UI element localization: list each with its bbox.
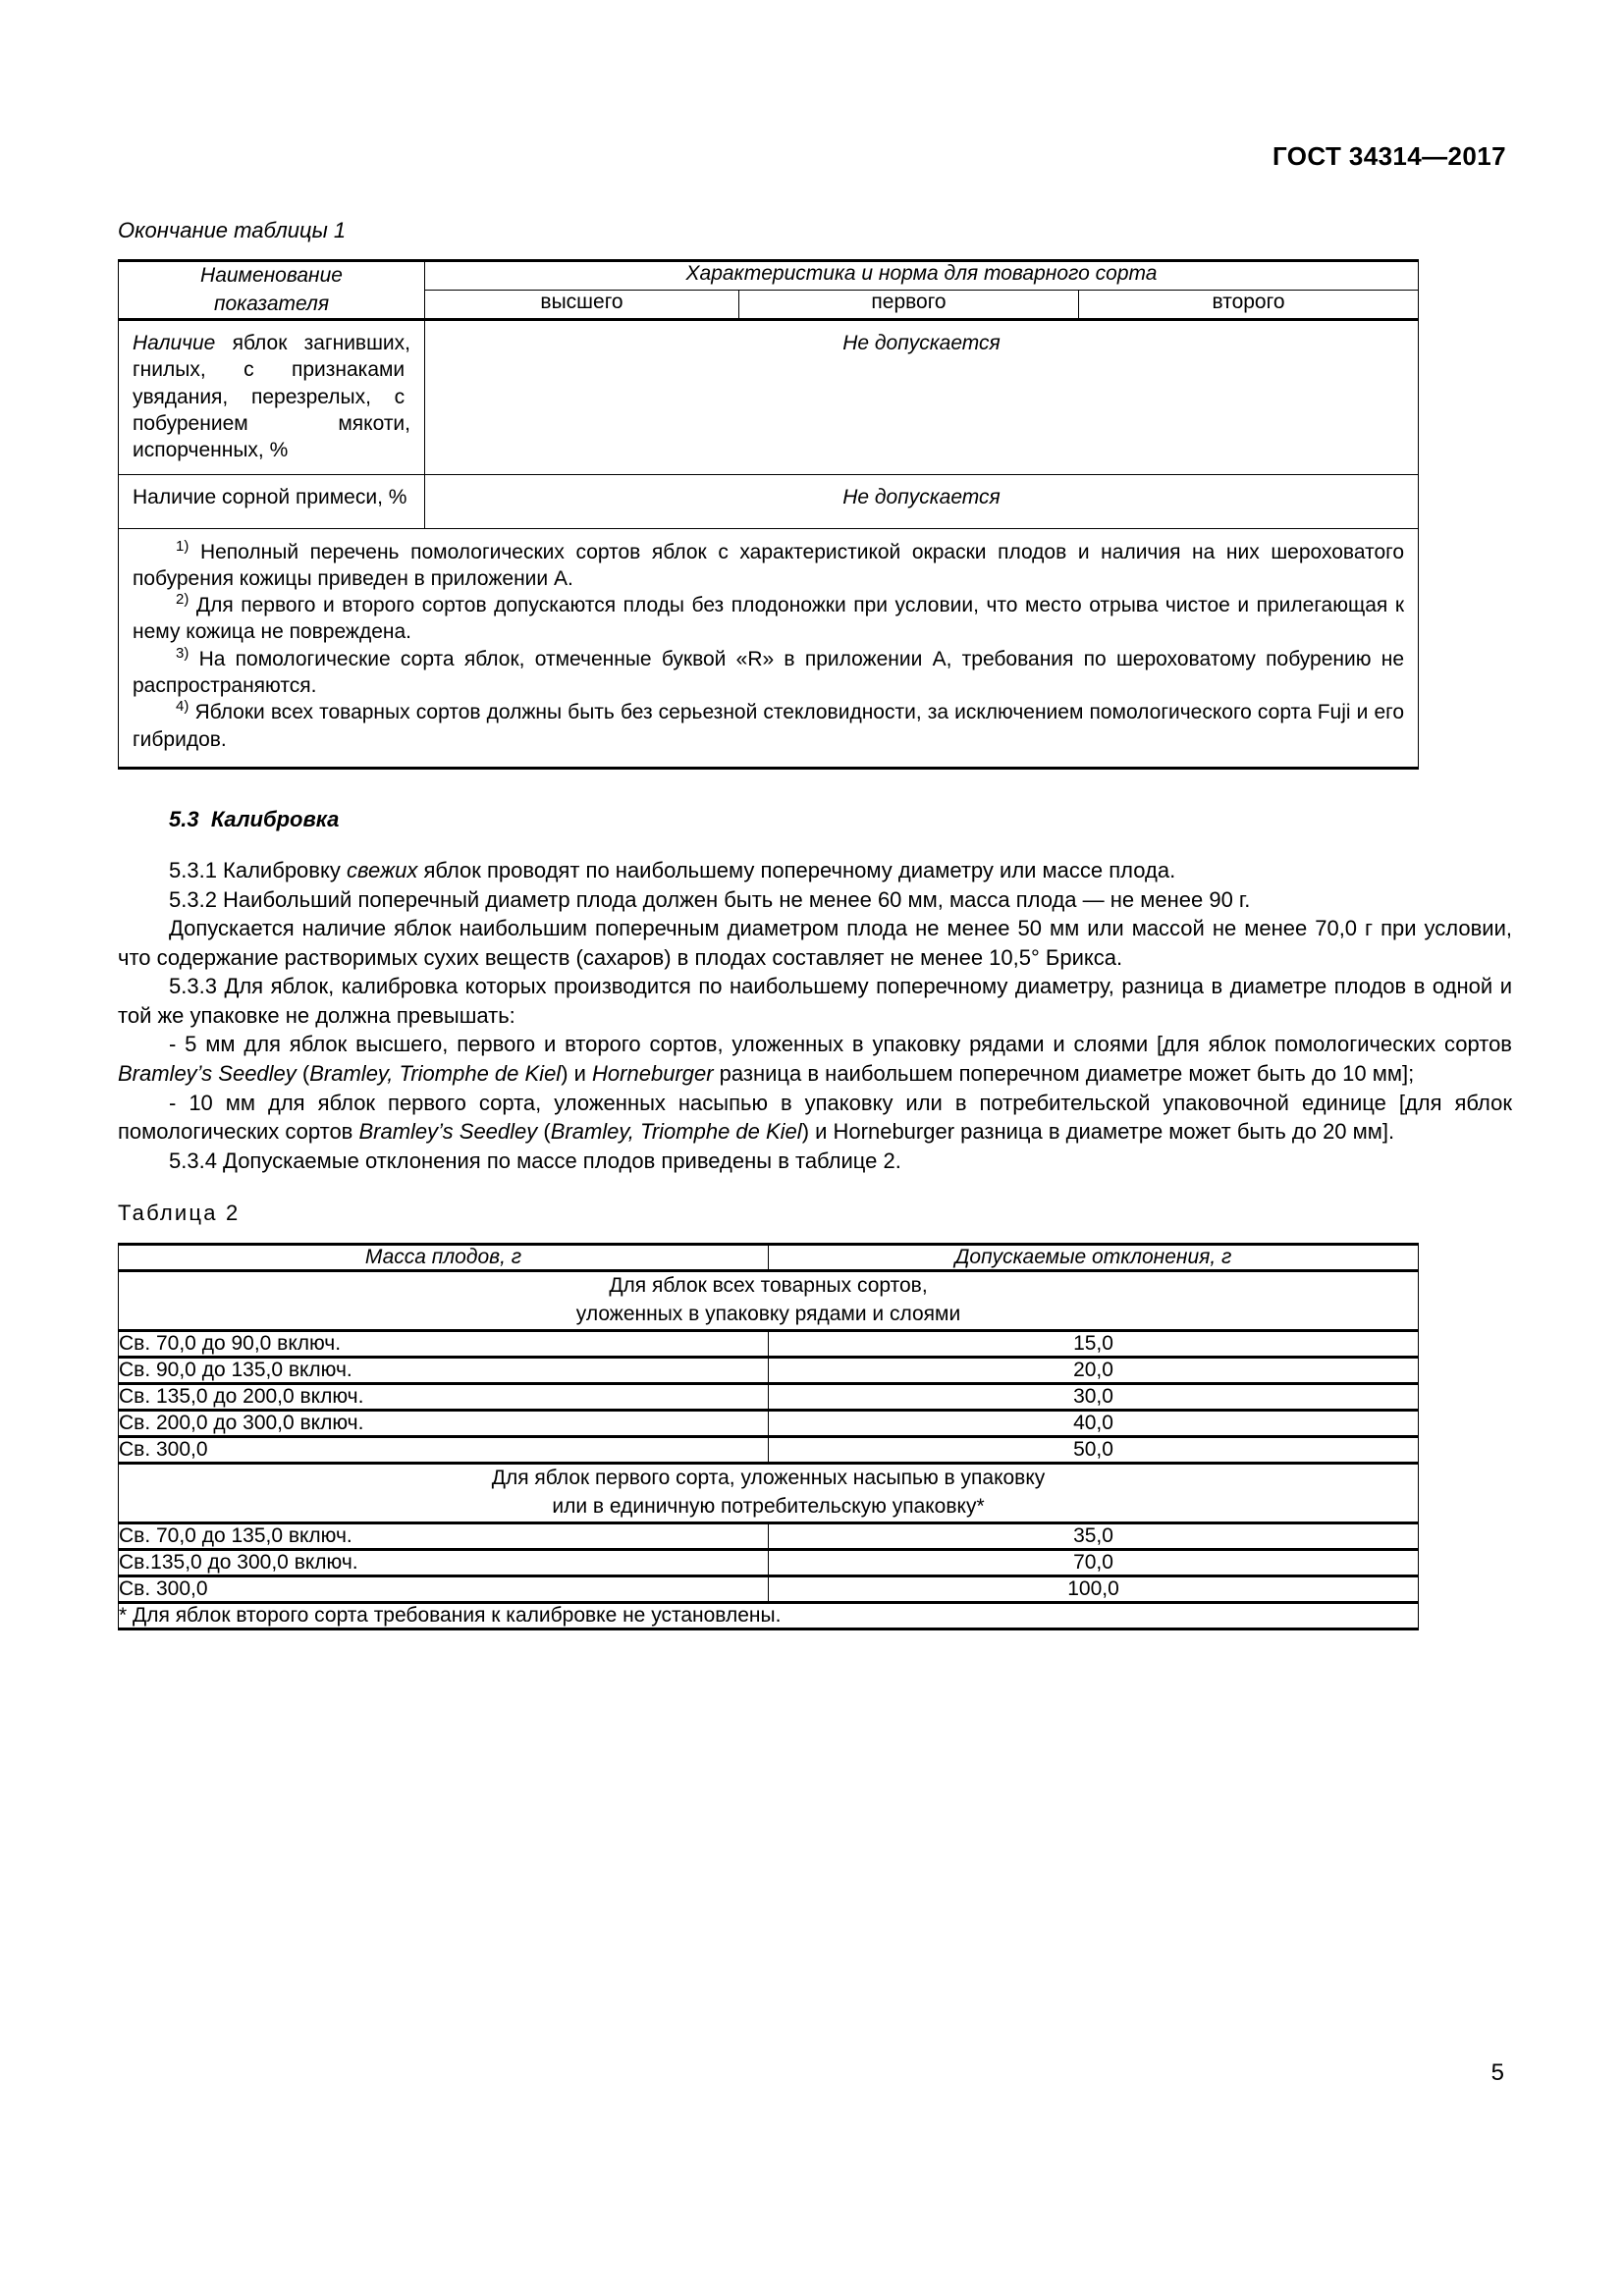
para-pre: 5.3.1 Калибровку (169, 857, 347, 882)
paragraph-5-3-2: 5.3.2 Наибольший поперечный диаметр плода должен быть не менее 60 мм, масса плода — не менее 90 г. (169, 886, 1251, 912)
cultivar-synonyms: Bramley, Triomphe de Kiel (550, 1119, 802, 1145)
table2-cell-mass: Св. 90,0 до 135,0 включ. (119, 1357, 769, 1383)
table1-footnotes-row (119, 528, 1419, 768)
table2-cell-deviation: 15,0 (769, 1330, 1419, 1357)
section-heading (169, 807, 1512, 832)
footnote-text: Яблоки всех товарных сортов должны быть без серьезной стекловидности, за исключением помологического сорта Fuji и его гибридов. (133, 701, 1405, 751)
table-row (119, 1575, 1419, 1602)
table-row (119, 1410, 1419, 1436)
bullet-part: - 5 мм для яблок высшего, первого и второго сортов, уложенных в упаковку рядами и слоями [для яблок помологических сортов (169, 1032, 1512, 1057)
group-line: или в единичную потребительскую упаковку* (552, 1494, 985, 1518)
indicator-text: Наличие сорной примеси, % (133, 485, 407, 508)
paragraph-5-3-3: 5.3.3 Для яблок, калибровка которых производится по наибольшему поперечному диаметру, разница в диаметре плодов в одной и той же упаковке не должна превышать: (118, 974, 1512, 1028)
footnote-1 (133, 539, 1404, 593)
table1-cell-indicator (119, 320, 425, 474)
table1-cell-indicator (119, 474, 425, 528)
bullet-part: ) и Horneburger разница в диаметре может быть до 20 мм]. (801, 1119, 1395, 1145)
table2-cell-mass: Св. 300,0 (119, 1436, 769, 1463)
section-number: 5.3 (169, 806, 199, 831)
table-row (119, 1383, 1419, 1410)
footnote-3 (133, 646, 1404, 700)
bullet-part: ) и (561, 1060, 593, 1086)
table-row (119, 474, 1419, 528)
cultivar-name: Bramley’s Seedley (118, 1060, 297, 1086)
footnote-text: Неполный перечень помологических сортов яблок с характеристикой окраски плодов и наличия на них шероховатого побурения кожицы приведен в приложении А. (133, 540, 1405, 590)
table-row (119, 320, 1419, 474)
table2-cell-deviation: 30,0 (769, 1383, 1419, 1410)
table-row (119, 1436, 1419, 1463)
para-italic: свежих (346, 857, 418, 882)
table2-cell-deviation: 40,0 (769, 1410, 1419, 1436)
cultivar-name: Horneburger (592, 1060, 714, 1086)
bullet-10mm (118, 1089, 1512, 1147)
table2-cell-deviation: 70,0 (769, 1549, 1419, 1575)
indicator-rest: яблок загнивших, гнилых, с признаками увядания, перезрелых, с побурением мякоти, испорченных, % (133, 332, 410, 462)
table2-cell-deviation: 100,0 (769, 1575, 1419, 1602)
standard-designation: ГОСТ 34314—2017 (1272, 141, 1506, 171)
table1-span-header: Характеристика и норма для товарного сорта (425, 261, 1419, 291)
table2-cell-mass: Св. 70,0 до 90,0 включ. (119, 1330, 769, 1357)
footnote-4 (133, 699, 1404, 753)
table2-cell-deviation: 20,0 (769, 1357, 1419, 1383)
table1-subcol-second: второго (1079, 291, 1419, 320)
bullet-part: ( (537, 1119, 551, 1145)
footnote-text: Для первого и второго сортов допускаются плоды без плодоножки при условии, что место отрыва чистое и прилегающая к нему кожица не повреждена. (133, 594, 1405, 644)
bullet-5mm (118, 1030, 1512, 1088)
table1-caption: Окончание таблицы 1 (118, 218, 347, 242)
table2-footnote: * Для яблок второго сорта требования к калибровке не установлены. (119, 1602, 1419, 1629)
table-row (119, 1330, 1419, 1357)
group-line: Для яблок всех товарных сортов, (609, 1273, 928, 1297)
cultivar-name: Bramley’s Seedley (358, 1119, 538, 1145)
table2-group-row-2 (119, 1463, 1419, 1522)
table1-value-text: Не допускается (842, 485, 1001, 508)
table2-header-row (119, 1244, 1419, 1270)
table2-cell-mass: Св. 70,0 до 135,0 включ. (119, 1522, 769, 1549)
table2-cell-mass: Св. 200,0 до 300,0 включ. (119, 1410, 769, 1436)
page-number: 5 (1490, 2059, 1504, 2086)
table2-cell-deviation: 50,0 (769, 1436, 1419, 1463)
footnote-marker: 3) (176, 644, 189, 662)
table2-cell-mass: Св.135,0 до 300,0 включ. (119, 1549, 769, 1575)
table1-header-row (119, 261, 1419, 291)
table2-group-label-first-grade (119, 1463, 1419, 1522)
table2-cell-mass: Св. 300,0 (119, 1575, 769, 1602)
page-content (118, 218, 1512, 1630)
table2-cell-mass: Св. 135,0 до 200,0 включ. (119, 1383, 769, 1410)
table1-col-indicator-header: Наименование показателя (119, 261, 425, 320)
table2-group-row-1 (119, 1270, 1419, 1330)
table1-value-text: Не допускается (842, 332, 1001, 355)
cultivar-synonyms: Bramley, Triomphe de Kiel (309, 1060, 562, 1086)
table1-footnotes-cell (119, 528, 1419, 768)
footnote-marker: 1) (176, 537, 189, 555)
table2-cell-deviation: 35,0 (769, 1522, 1419, 1549)
table1-cell-value (425, 474, 1419, 528)
table-row (119, 1357, 1419, 1383)
section-title: Калибровка (210, 806, 340, 831)
bullet-part: ( (296, 1060, 310, 1086)
table2-col-deviation-header: Допускаемые отклонения, г (769, 1244, 1419, 1270)
group-line: уложенных в упаковку рядами и слоями (575, 1302, 961, 1325)
paragraph-5-3-4: 5.3.4 Допускаемые отклонения по массе плодов приведены в таблице 2. (169, 1148, 901, 1173)
table2-caption: Таблица 2 (118, 1201, 241, 1226)
footnote-marker: 4) (176, 698, 189, 716)
table1-subcol-first: первого (739, 291, 1079, 320)
table-row (119, 1522, 1419, 1549)
group-line: Для яблок первого сорта, уложенных насыпью в упаковку (491, 1466, 1046, 1489)
footnote-text: На помологические сорта яблок, отмеченные буквой «R» в приложении А, требования по шероховатому побурению не распространяются. (133, 647, 1405, 698)
paragraph-tolerance: Допускается наличие яблок наибольшим поперечным диаметром плода не менее 50 мм или массой не менее 70,0 г при условии, что содержание растворимых сухих веществ (сахаров) в плодах составляет не менее 10,5° Брикса. (118, 916, 1512, 970)
table-2 (118, 1243, 1419, 1630)
table2-note-row (119, 1602, 1419, 1629)
table1-cell-value (425, 320, 1419, 474)
bullet-part: разница в наибольшем поперечном диаметре может быть до 10 мм]; (713, 1060, 1415, 1086)
table2-col-mass-header: Масса плодов, г (119, 1244, 769, 1270)
bullet-part: - 10 мм для яблок первого сорта, уложенных насыпью в упаковку или в потребительской упаковочной единице [для яблок помологических сортов (118, 1090, 1512, 1145)
footnote-2 (133, 592, 1404, 646)
indicator-lead-italic: Наличие (133, 332, 216, 355)
table2-group-label-all-grades (119, 1270, 1419, 1330)
para-post: яблок проводят по наибольшему поперечному диаметру или массе плода. (417, 857, 1176, 882)
table1-subcol-premium: высшего (425, 291, 739, 320)
footnote-marker: 2) (176, 591, 189, 609)
table-1 (118, 259, 1419, 770)
table-row (119, 1549, 1419, 1575)
paragraph-5-3-1 (118, 856, 1512, 885)
